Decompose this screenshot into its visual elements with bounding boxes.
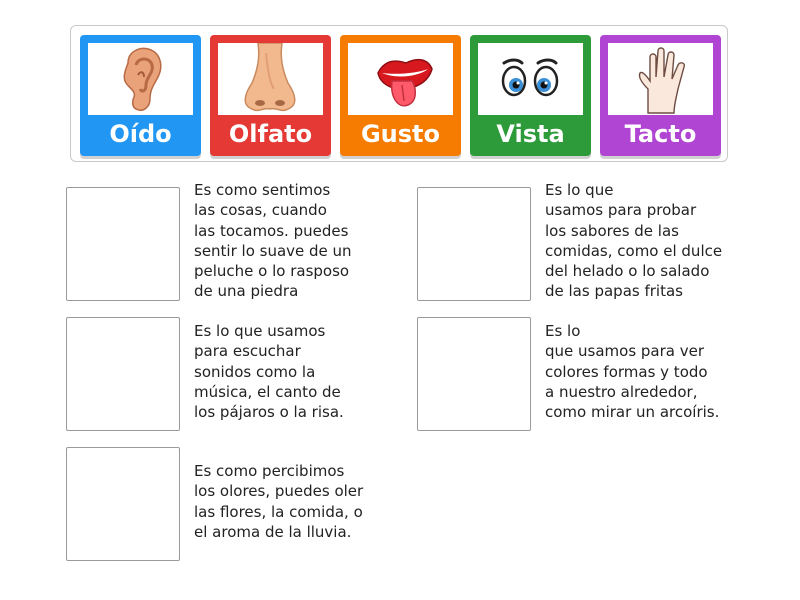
- card-label: Olfato: [228, 120, 313, 148]
- ear-icon: [88, 43, 193, 115]
- clue-text: Es lo que usamos para ver colores formas y todo a nuestro alrededor, como mirar un arcoíris.: [545, 322, 720, 422]
- hand-icon: [608, 43, 713, 115]
- clue-text: Es como sentimos las cosas, cuando las tocamos. puedes sentir lo suave de un peluche o lo rasposo de una piedra: [194, 181, 352, 301]
- card-label: Gusto: [360, 120, 441, 148]
- card-label: Vista: [496, 120, 565, 148]
- drop-slot-4[interactable]: [417, 317, 531, 431]
- clue-text: Es lo que usamos para probar los sabores de las comidas, como el dulce del helado o lo salado de las papas fritas: [545, 181, 723, 301]
- card-gusto[interactable]: [340, 35, 461, 156]
- drop-slot-5[interactable]: [66, 447, 180, 561]
- clue-text: Es lo que usamos para escuchar sonidos como la música, el canto de los pájaros o la risa.: [194, 322, 344, 422]
- tongue-icon: [348, 43, 453, 115]
- card-oido[interactable]: [80, 35, 201, 156]
- nose-icon: [218, 43, 323, 115]
- eyes-icon: [478, 43, 583, 115]
- card-label: Oído: [109, 120, 172, 148]
- card-olfato[interactable]: [210, 35, 331, 156]
- card-vista[interactable]: [470, 35, 591, 156]
- drop-slot-2[interactable]: [417, 187, 531, 301]
- card-tacto[interactable]: [600, 35, 721, 156]
- drop-slot-3[interactable]: [66, 317, 180, 431]
- clue-text: Es como percibimos los olores, puedes oler las flores, la comida, o el aroma de la lluvia.: [194, 462, 364, 541]
- drop-slot-1[interactable]: [66, 187, 180, 301]
- card-label: Tacto: [624, 120, 697, 148]
